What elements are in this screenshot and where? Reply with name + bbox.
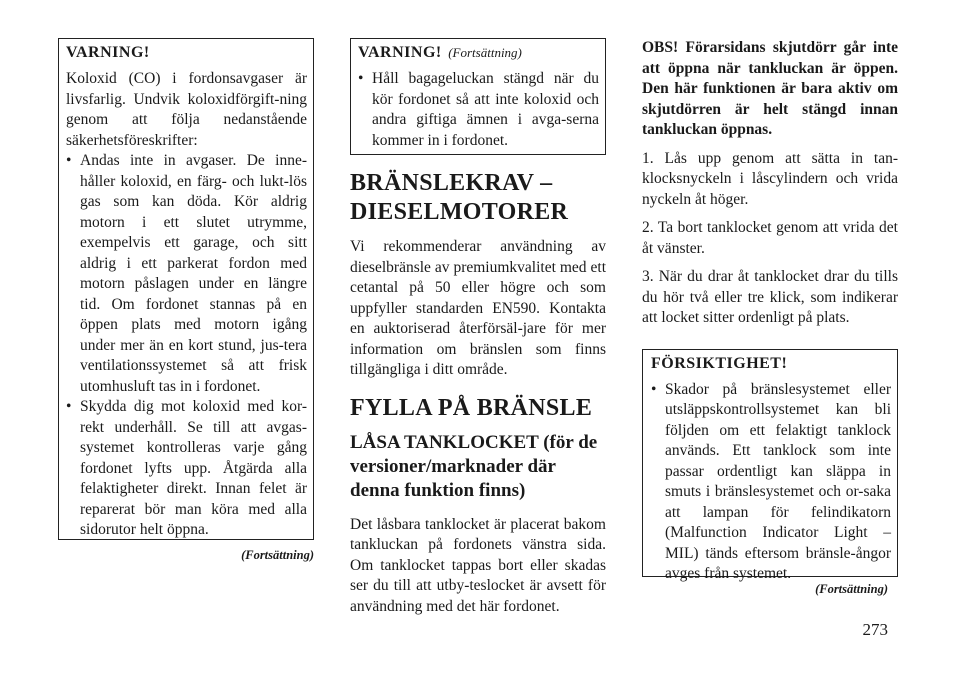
warning-title: VARNING! [66, 44, 150, 61]
section-title-fuel-requirements: BRÄNSLEKRAV – DIESELMOTORER [350, 170, 569, 225]
warning-title [358, 43, 599, 63]
warning-continued-label: (Fortsättning) [448, 45, 522, 60]
page-number: 273 [862, 620, 888, 639]
step-2: 2. Ta bort tanklocket genom att vrida det åt vänster. [642, 219, 898, 257]
section-title-refuel: FYLLA PÅ BRÄNSLE [350, 394, 593, 421]
caution-bullet-list [651, 380, 891, 585]
column-left [58, 38, 314, 563]
column-right [642, 38, 898, 597]
warning-bullet: • Andas inte in avgaser. De inne-håller koloxid, en färg- och lukt-lös gas som kan döda. Kör aldrig motorn i ett slutet utrymme, exempelvis ett garage, och sitt aldrig i ett parkerat fordon med motorn påslagen under en längre tid. Om fordonet stannas på en öppen plats med motorn igång under mer än en kort stund, jus-tera ventilationssystemet så att frisk utomhusluft tas in i fordonet. [66, 151, 307, 397]
warning-bullet-list [66, 151, 307, 541]
warning-box [58, 38, 314, 540]
warning-title-text: VARNING! [358, 44, 442, 61]
obs-note: OBS! Förarsidans skjutdörr går inte att öppna när tankluckan är öppen. Den här funktionen är bara aktiv om skjutdörren är helt stängd innan tankluckan öppnas. [642, 39, 898, 138]
warning-bullet-list [358, 69, 599, 151]
warning-intro: Koloxid (CO) i fordonsavgaser är livsfarlig. Undvik koloxidförgift-ning genom att följa nedanstående säkerhetsföreskrifter: [66, 70, 307, 149]
column-middle [350, 38, 606, 617]
warning-bullet: • Håll bagageluckan stängd när du kör fordonet så att inte koloxid och andra giftiga ämnen i avga-serna kommer in i fordonet. [358, 69, 599, 151]
subsection-body-lock-cap: Det låsbara tanklocket är placerat bakom tankluckan på fordonets vänstra sida. Om tanklocket tappas bort eller skadas ser du till att utby-teslocket är avsett för användning med det här fordonet. [350, 515, 606, 615]
caution-box [642, 349, 898, 582]
subsection-title-lock-cap: LÅSA TANKLOCKET (för de versioner/marknader där denna funktion finns) [350, 431, 598, 501]
caution-bullet: • Skador på bränslesystemet eller utsläppskontrollsystemet kan bli följden om ett felaktigt tanklock används. Ett tanklock som inte passar ordentligt kan släppa in smuts i bränslesystemet och or-saka att lampan för felindikatorn (Malfunction Indicator Light – MIL) tänds eftersom bränsle-ångor avges från systemet. [651, 380, 891, 585]
warning-bullet: • Skydda dig mot koloxid med kor-rekt underhåll. Se till att avgas-systemet kontrolleras varje gång fordonet lyfts upp. Åtgärda alla felaktigheter direkt. Innan felet är reparerat bör man köra med alla sidorutor helt öppna. [66, 397, 307, 541]
section-body-fuel-requirements: Vi rekommenderar användning av dieselbränsle av premiumkvalitet med ett cetantal på 50 eller högre och som uppfyller standarden EN590. Kontakta en auktoriserad återförsäl-jare för mer information om bränslen som finns tillgängliga i ditt område. [350, 238, 606, 378]
continued-note: (Fortsättning) [241, 548, 314, 562]
step-1: 1. Lås upp genom att sätta in tan-klocksnyckeln i låscylindern och vrida nyckeln åt höger. [642, 149, 898, 208]
continued-note: (Fortsättning) [815, 581, 888, 596]
caution-title: FÖRSIKTIGHET! [651, 354, 788, 372]
step-3: 3. När du drar åt tanklocket drar du tills du hör två eller tre klick, som indikerar att locket sitter ordenligt på plats. [642, 268, 898, 326]
warning-box-continued [350, 38, 606, 155]
